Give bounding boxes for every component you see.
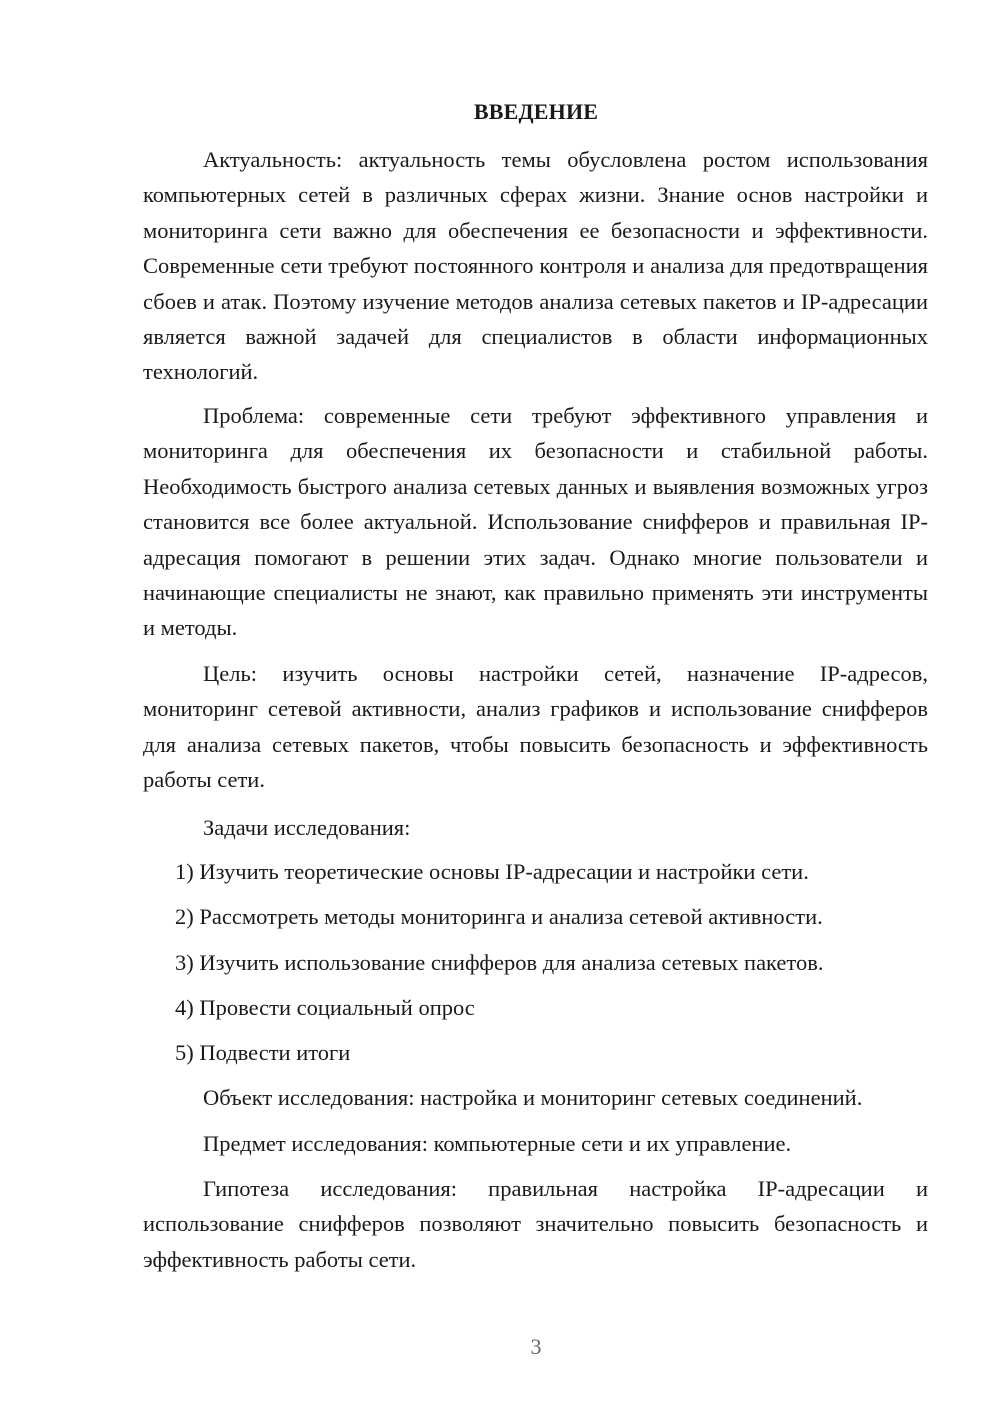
task-item-3: 3) Изучить использование снифферов для анализа сетевых пакетов. [175, 950, 824, 975]
task-item-5: 5) Подвести итоги [175, 1040, 351, 1065]
page-title: ВВЕДЕНИЕ [473, 99, 599, 124]
task-item-4: 4) Провести социальный опрос [175, 995, 475, 1020]
paragraph-goal: Цель: изучить основы настройки сетей, назначение IP-адресов, мониторинг сетевой активности, анализ графиков и использование снифферов для анализа сетевых пакетов, чтобы повысить безопасность и эффективность работы сети. [143, 661, 928, 793]
paragraph-problem: Проблема: современные сети требуют эффективного управления и мониторинга для обеспечения их безопасности и стабильной работы. Необходимость быстрого анализа сетевых данных и выявления возможных угроз становится все более актуальной. Использование снифферов и правильная IP-адресация помогают в решении этих задач. Однако многие пользователи и начинающие специалисты не знают, как правильно применять эти инструменты и методы. [143, 403, 928, 641]
research-object: Объект исследования: настройка и мониторинг сетевых соединений. [203, 1085, 863, 1110]
task-item-2: 2) Рассмотреть методы мониторинга и анализа сетевой активности. [175, 904, 823, 929]
tasks-heading: Задачи исследования: [203, 815, 411, 840]
research-subject: Предмет исследования: компьютерные сети и их управление. [203, 1131, 792, 1156]
page-number: 3 [530, 1334, 542, 1359]
task-item-1: 1) Изучить теоретические основы IP-адресации и настройки сети. [175, 859, 809, 884]
paragraph-hypothesis: Гипотеза исследования: правильная настройка IP-адресации и использование снифферов позволяют значительно повысить безопасность и эффективность работы сети. [143, 1176, 928, 1272]
paragraph-relevance: Актуальность: актуальность темы обусловлена ростом использования компьютерных сетей в различных сферах жизни. Знание основ настройки и мониторинга сети важно для обеспечения ее безопасности и эффективности. Современные сети требуют постоянного контроля и анализа для предотвращения сбоев и атак. Поэтому изучение методов анализа сетевых пакетов и IP-адресации является важной задачей для специалистов в области информационных технологий. [143, 147, 928, 385]
